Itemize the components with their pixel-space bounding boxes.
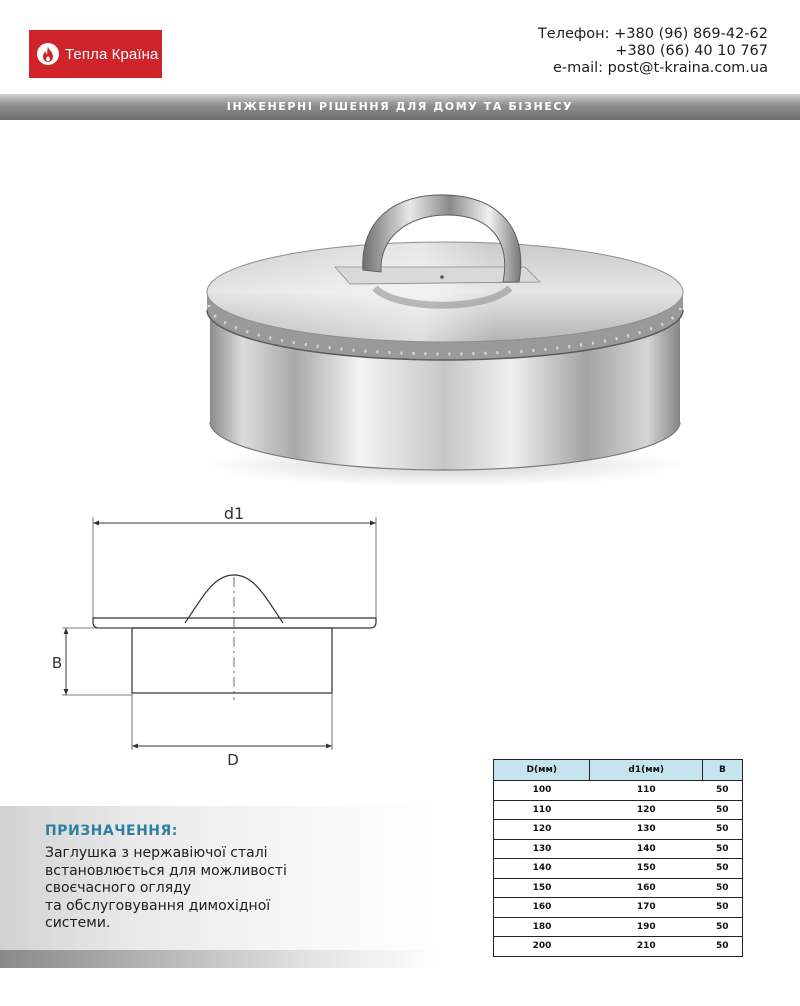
table-cell: 200: [494, 937, 590, 957]
table-cell: 140: [590, 839, 703, 859]
table-cell: 50: [702, 859, 742, 879]
table-row: [494, 937, 743, 957]
table-cell: 100: [494, 781, 590, 801]
table-row: [494, 917, 743, 937]
table-cell: 50: [702, 839, 742, 859]
table-cell: 150: [494, 878, 590, 898]
table-cell: 50: [702, 800, 742, 820]
column-header: B: [702, 760, 742, 781]
column-header: D(мм): [494, 760, 590, 781]
email-line[interactable]: e-mail: post@t-kraina.com.ua: [552, 60, 768, 76]
table-cell: 150: [590, 859, 703, 879]
body-outline: [132, 628, 332, 693]
table-cell: 130: [590, 820, 703, 840]
table-cell: 50: [702, 917, 742, 937]
brand-logo[interactable]: [29, 30, 162, 78]
table-cell: 120: [590, 800, 703, 820]
purpose-line: та обслуговування димохідної: [45, 897, 271, 914]
phone-number-2[interactable]: +380 (66) 40 10 767: [615, 43, 768, 59]
table-cell: 50: [702, 820, 742, 840]
purpose-line: системи.: [45, 915, 111, 931]
table-row: [494, 839, 743, 859]
label-d: D: [227, 751, 239, 769]
table-row: [494, 878, 743, 898]
flame-icon: [37, 43, 59, 65]
table-cell: 140: [494, 859, 590, 879]
spec-table: [493, 759, 743, 957]
column-header: d1(мм): [590, 760, 703, 781]
phone-line-1: [538, 26, 768, 43]
table-cell: 50: [702, 878, 742, 898]
bottom-decor-bar: [0, 950, 440, 968]
table-header-row: [494, 760, 743, 781]
table-cell: 50: [702, 937, 742, 957]
table-cell: 120: [494, 820, 590, 840]
label-d1: d1: [223, 504, 245, 523]
table-cell: 160: [590, 878, 703, 898]
purpose-line: встановлюється для можливості: [45, 862, 287, 879]
phone-number-1[interactable]: +380 (96) 869-42-62: [614, 26, 768, 42]
table-cell: 180: [494, 917, 590, 937]
table-row: [494, 859, 743, 879]
table-cell: 210: [590, 937, 703, 957]
table-row: [494, 800, 743, 820]
purpose-title: ПРИЗНАЧЕННЯ:: [45, 823, 178, 839]
banner-text: ІНЖЕНЕРНІ РІШЕННЯ ДЛЯ ДОМУ ТА БІЗНЕСУ: [226, 100, 574, 113]
purpose-line: Заглушка з нержавіючої сталі: [45, 845, 268, 861]
label-b: B: [51, 654, 63, 672]
technical-drawing: [40, 495, 440, 785]
brand-name: Тепла Країна: [65, 45, 159, 63]
purpose-description: [45, 845, 345, 933]
table-row: [494, 898, 743, 918]
table-cell: 190: [590, 917, 703, 937]
table-row: [494, 781, 743, 801]
table-cell: 160: [494, 898, 590, 918]
table-cell: 110: [494, 800, 590, 820]
product-photo: [185, 160, 705, 515]
table-cell: 130: [494, 839, 590, 859]
contact-block: [538, 26, 768, 77]
table-cell: 110: [590, 781, 703, 801]
cap-plate: [93, 618, 376, 628]
table-cell: 170: [590, 898, 703, 918]
purpose-line: своєчасного огляду: [45, 880, 192, 896]
phone-label: Телефон:: [537, 26, 610, 42]
table-row: [494, 820, 743, 840]
table-cell: 50: [702, 781, 742, 801]
table-cell: 50: [702, 898, 742, 918]
